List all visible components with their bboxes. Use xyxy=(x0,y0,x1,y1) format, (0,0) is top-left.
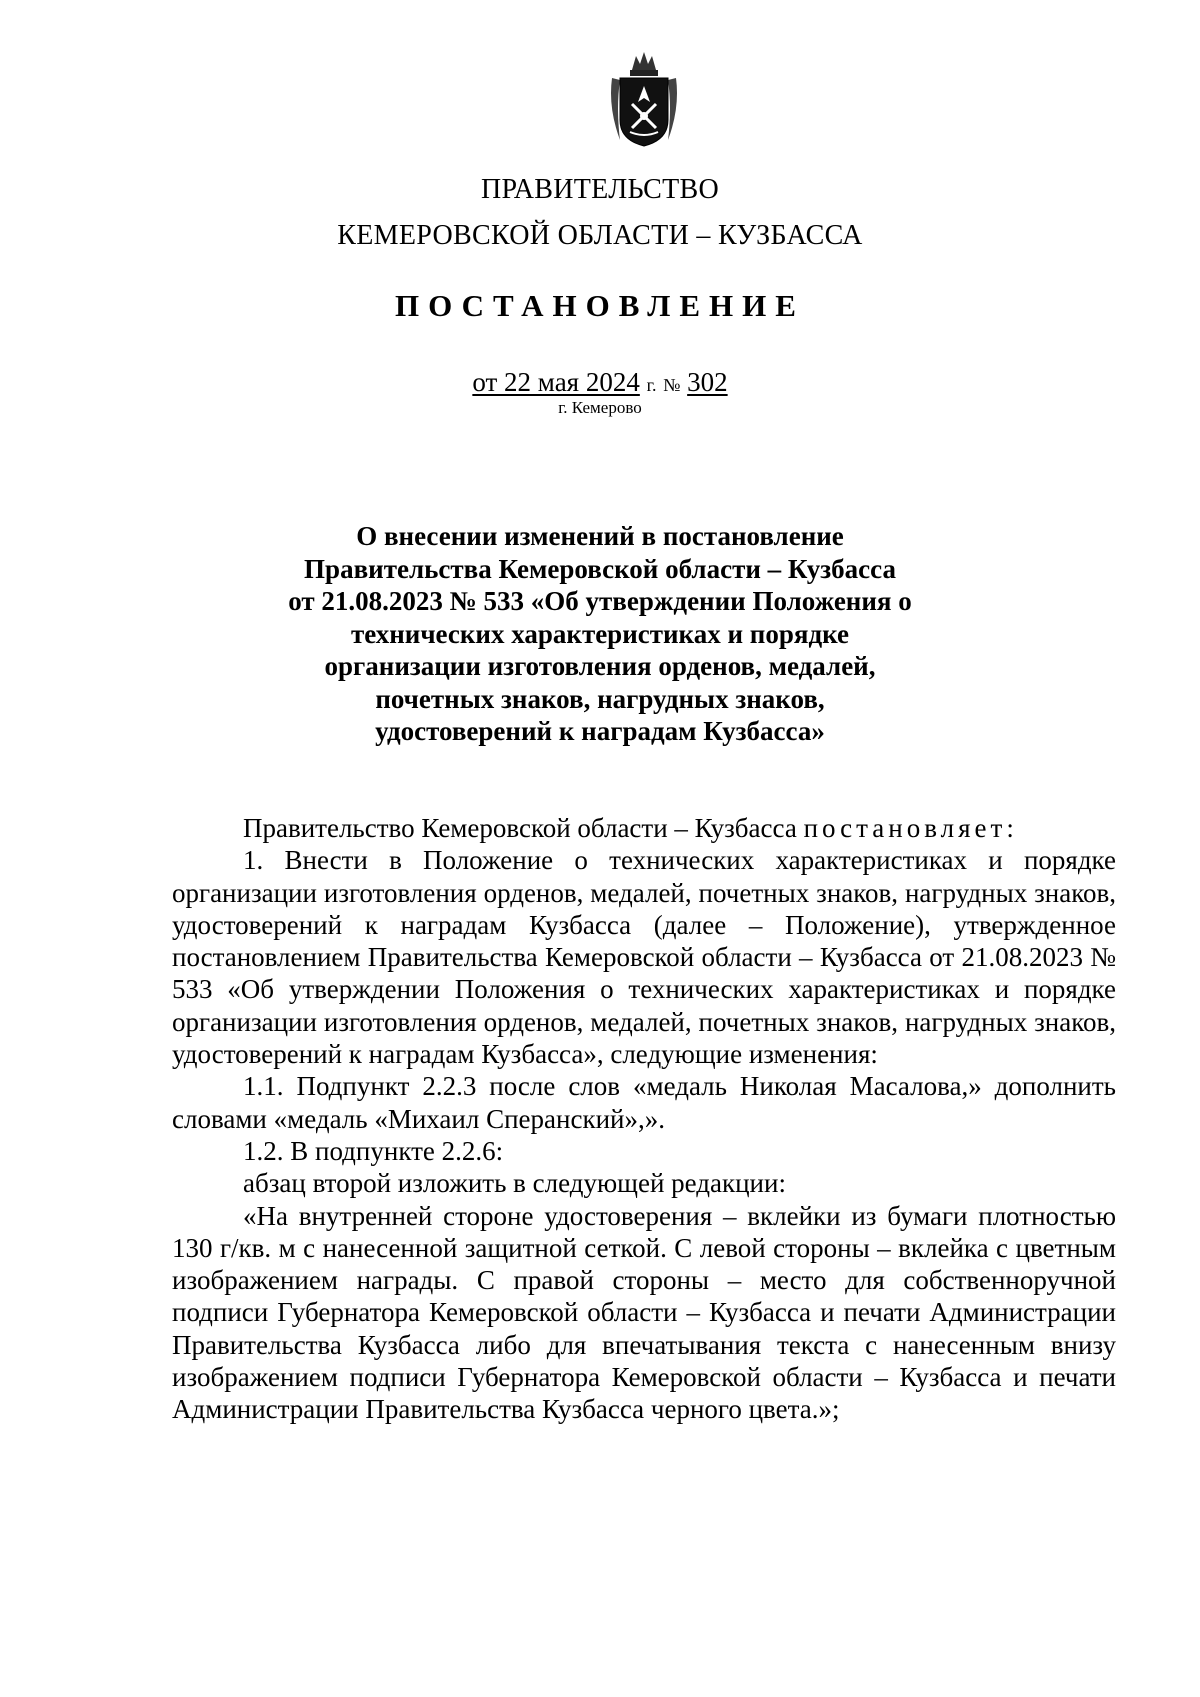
document-date-number xyxy=(0,366,1200,401)
paragraph-1: 1. Внести в Положение о технических характеристиках и порядке организации изготовления орденов, медалей, почетных знаков, нагрудных знаков, удостоверений к наградам Кузбасса (далее – Положение), утвержденное постановлением Правительства Кемеровской области – Кузбасса от 21.08.2023 № 533 «Об утверждении Положения о технических характеристиках и порядке организации изготовления орденов, медалей, почетных знаков, нагрудных знаков, удостоверений к наградам Кузбасса», следующие изменения: xyxy=(172,845,1116,1070)
paragraph-1-2-a: абзац второй изложить в следующей редакции: xyxy=(243,1168,786,1199)
preamble-verb: постановляет xyxy=(803,813,1007,843)
government-name-line2: КЕМЕРОВСКОЙ ОБЛАСТИ – КУЗБАССА xyxy=(337,220,863,251)
document-date: от 22 мая 2024 xyxy=(472,367,640,397)
number-sign: № xyxy=(663,375,681,395)
title-line: удостоверений к наградам Кузбасса» xyxy=(375,716,825,746)
title-line: технических характеристиках и порядке xyxy=(351,618,849,649)
kuzbass-coat-of-arms-icon xyxy=(606,48,682,150)
document-title xyxy=(0,520,1200,748)
government-name-line1: ПРАВИТЕЛЬСТВО xyxy=(480,174,720,205)
preamble-text: Правительство Кемеровской области – Кузбасса xyxy=(243,813,804,843)
paragraph-1-1: 1.1. Подпункт 2.2.3 после слов «медаль Николая Масалова,» дополнить словами «медаль «Михаил Сперанский»,». xyxy=(172,1071,1116,1134)
preamble-paragraph xyxy=(172,812,1116,844)
title-line: почетных знаков, нагрудных знаков, xyxy=(375,683,825,714)
year-suffix: г. xyxy=(646,375,657,395)
quoted-paragraph: «На внутренней стороне удостоверения – вклейки из бумаги плотностью 130 г/кв. м с нанесенной защитной сеткой. С левой стороны – вклейка с цветным изображением награды. С правой стороны – место для собственноручной подписи Губернатора Кемеровской области – Кузбасса и печати Администрации Правительства Кузбасса либо для впечатывания текста с нанесенным внизу изображением подписи Губернатора Кемеровской области – Кузбасса и печати Администрации Правительства Кузбасса черного цвета.»; xyxy=(172,1200,1116,1425)
title-line: организации изготовления орденов, медалей, xyxy=(324,651,876,681)
document-number: 302 xyxy=(687,367,728,397)
title-line: О внесении изменений в постановление xyxy=(356,521,844,551)
title-line: Правительства Кемеровской области – Кузбасса xyxy=(304,553,896,584)
title-line: от 21.08.2023 № 533 «Об утверждении Положения о xyxy=(288,586,912,616)
document-type-heading: ПОСТАНОВЛЕНИЕ xyxy=(395,288,805,323)
document-body xyxy=(172,812,1116,1426)
document-city: г. Кемерово xyxy=(558,398,642,417)
paragraph-1-2: 1.2. В подпункте 2.2.6: xyxy=(243,1135,504,1166)
preamble-colon: : xyxy=(1006,813,1014,843)
